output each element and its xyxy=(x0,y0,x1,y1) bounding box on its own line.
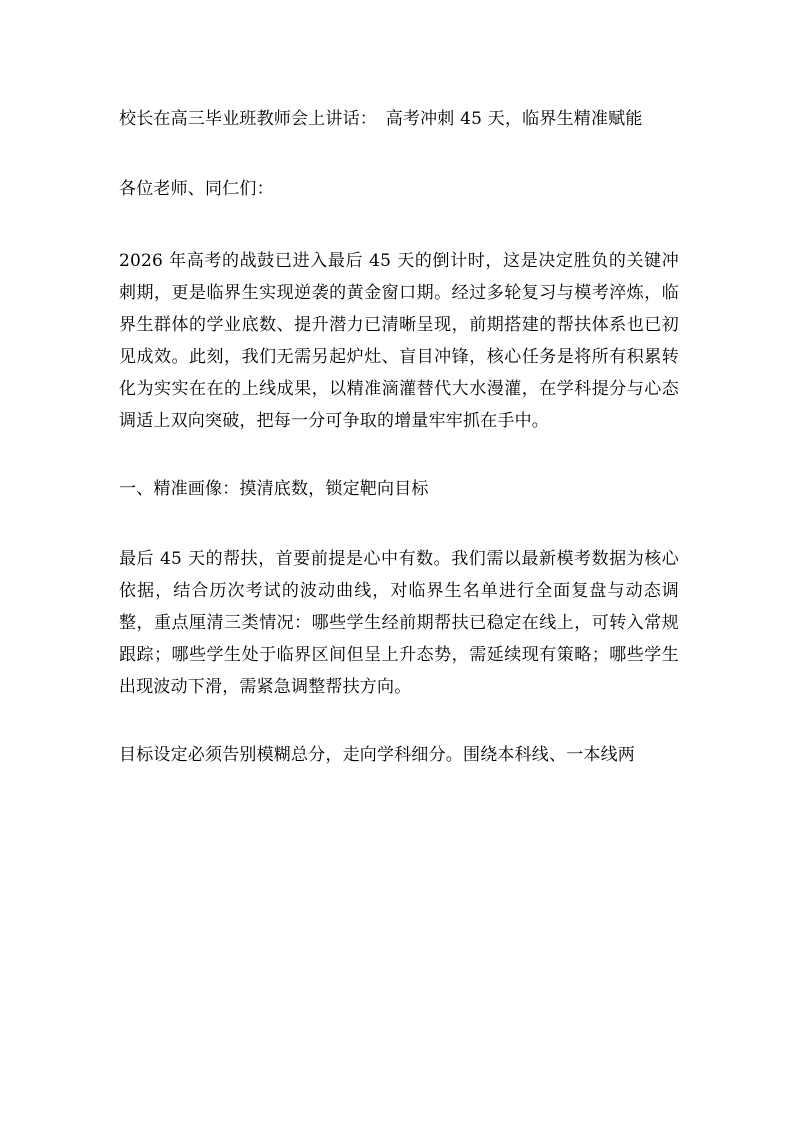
section-heading: 一、精准画像：摸清底数，锁定靶向目标 xyxy=(119,479,429,499)
document-body xyxy=(119,103,679,771)
document-title: 校长在高三毕业班教师会上讲话： 高考冲刺 45 天，临界生精准赋能 xyxy=(119,109,643,129)
intro-paragraph: 2026 年高考的战鼓已进入最后 45 天的倒计时，这是决定胜负的关键冲刺期，更是临界生实现逆袭的黄金窗口期。经过多轮复习与模考淬炼，临界生群体的学业底数、提升潜力已清晰呈现，前期搭建的帮扶体系也已初见成效。此刻，我们无需另起炉灶、盲目冲锋，核心任务是将所有积累转化为实实在在的上线成果，以精准滴灌替代大水漫灌，在学科提分与心态调适上双向突破，把每一分可争取的增量牢牢抓在手中。 xyxy=(119,251,679,431)
salutation: 各位老师、同仁们： xyxy=(119,179,274,199)
section-paragraph: 最后 45 天的帮扶，首要前提是心中有数。我们需以最新模考数据为核心依据，结合历次考试的波动曲线，对临界生名单进行全面复盘与动态调整，重点厘清三类情况：哪些学生经前期帮扶已稳定在线上，可转入常规跟踪；哪些学生处于临界区间但呈上升态势，需延续现有策略；哪些学生出现波动下滑，需紧急调整帮扶方向。 xyxy=(119,549,679,697)
section-paragraph: 目标设定必须告别模糊总分，走向学科细分。围绕本科线、一本线两 xyxy=(119,745,635,765)
